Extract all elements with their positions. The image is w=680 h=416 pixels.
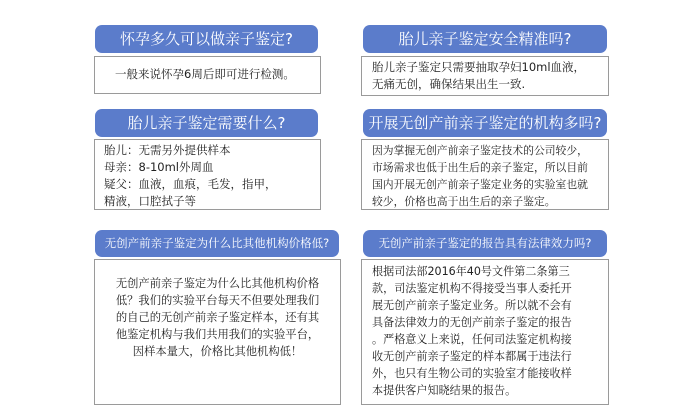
faq-answer-box (94, 139, 321, 210)
faq-question-header: 胎儿亲子鉴定安全精准吗? (363, 25, 607, 53)
answer-line: 具备法律效力的无创产前亲子鉴定的报告 (372, 316, 572, 329)
answer-line: 他鉴定机构与我们共用我们的实验平台， (115, 328, 320, 341)
answer-line: 根据司法部2016年40号文件第二条第三 (372, 265, 570, 278)
faq-answer-box (361, 139, 609, 210)
faq-answer-box (361, 259, 609, 405)
answer-line: 无痛无创，确保结果出生一致. (372, 77, 526, 91)
faq-question-header: 胎儿亲子鉴定需要什么? (95, 109, 318, 137)
faq-question-header: 怀孕多久可以做亲子鉴定? (95, 25, 318, 53)
answer-line: 收无创产前亲子鉴定的样本都属于违法行 (372, 350, 572, 363)
answer-line: 市场需求也低于出生后的亲子鉴定，所以目前 (372, 161, 588, 174)
faq-question-header: 无创产前亲子鉴定的报告具有法律效力吗? (363, 230, 607, 257)
answer-line: 的自己的无创产前亲子鉴定样本，还有其 (115, 311, 320, 324)
answer-line: 外，也只有生物公司的实验室才能接收样 (372, 367, 572, 380)
answer-line: 母亲：8-10ml外周血 (104, 160, 214, 174)
answer-line: 展无创产前亲子鉴定业务。所以就不会有 (372, 299, 572, 312)
faq-answer-box (94, 259, 341, 405)
faq-question-header: 无创产前亲子鉴定为什么比其他机构价格低? (95, 230, 339, 257)
answer-line: 无创产前亲子鉴定为什么比其他机构价格 (115, 277, 320, 290)
answer-line: 因为掌握无创产前亲子鉴定技术的公司较少， (372, 144, 588, 157)
answer-line: 因样本量大，价格比其他机构低！ (132, 345, 303, 358)
answer-line: 本提供客户知晓结果的报告。 (372, 384, 517, 397)
answer-line: 疑父：血液，血痕，毛发，指甲， (104, 177, 277, 191)
answer-line: 一般来说怀孕6周后即可进行检测。 (115, 67, 295, 81)
answer-line: 胎儿：无需另外提供样本 (104, 143, 231, 157)
answer-line: 低？我们的实验平台每天不但要处理我们 (115, 294, 320, 307)
answer-line: 较少，价格也高于出生后的亲子鉴定。 (372, 195, 556, 208)
answer-line: 精液，口腔拭子等 (104, 194, 196, 208)
faq-answer-box (361, 56, 609, 96)
answer-line: 。严格意义上来说，任何司法鉴定机构接 (372, 333, 572, 346)
answer-line: 胎儿亲子鉴定只需要抽取孕妇10ml血液， (372, 60, 586, 74)
answer-line: 款，司法鉴定机构不得接受当事人委托开 (372, 282, 572, 295)
faq-question-header: 开展无创产前亲子鉴定的机构多吗? (363, 109, 607, 137)
faq-answer-box (94, 56, 321, 94)
answer-line: 国内开展无创产前亲子鉴定业务的实验室也就 (372, 178, 588, 191)
